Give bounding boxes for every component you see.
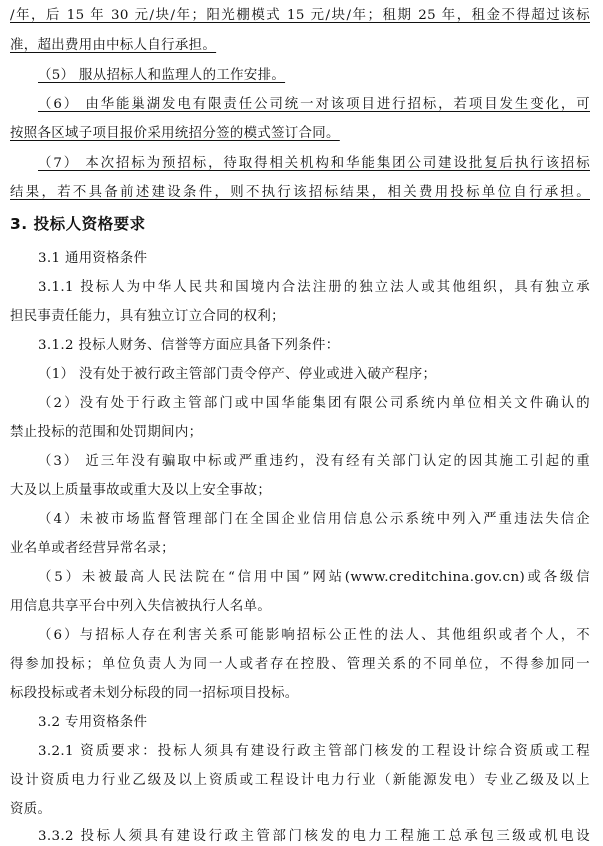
section-3-1-2: 3.1.2 投标人财务、信誉等方面应具备下列条件：	[38, 338, 340, 353]
section-3-2-1-line-2: 设计资质电力行业乙级及以上资质或工程设计电力行业（新能源发电）专业乙级及以上	[10, 773, 590, 788]
condition-6-line-3: 标段投标或者未划分标段的同一招标项目投标。	[10, 686, 299, 701]
condition-2-line-1: （2）没有处于行政主管部门或中国华能集团有限公司系统内单位相关文件确认的	[38, 396, 590, 411]
condition-1: （1） 没有处于被行政主管部门责令停产、停业或进入破产程序；	[38, 367, 437, 382]
condition-5-line-2: 用信息共享平台中列入失信被执行人名单。	[10, 599, 272, 614]
item-7-line-1: （7） 本次招标为预招标，待取得相关机构和华能集团公司建设批复后执行该招标	[38, 156, 590, 171]
section-3-1-1-line-1: 3.1.1 投标人为中华人民共和国境内合法注册的独立法人或其他组织，具有独立承	[38, 280, 590, 295]
rent-line-1: /年，后 15 年 30 元/块/年；阳光棚模式 15 元/块/年；租期 25 年，租金不得超过该标	[10, 8, 590, 23]
section-3-2-1-line-1: 3.2.1 资质要求：投标人须具有建设行政主管部门核发的工程设计综合资质或工程	[38, 744, 590, 759]
section-3-2-title: 3.2 专用资格条件	[38, 715, 148, 730]
item-7-line-2: 结果，若不具备前述建设条件，则不执行该招标结果，相关费用投标单位自行承担。	[10, 185, 590, 200]
item-5: （5） 服从招标人和监理人的工作安排。	[38, 68, 286, 83]
section-3-3-2-line-1: 3.3.2 投标人须具有建设行政主管部门核发的电力工程施工总承包三级或机电设	[38, 829, 590, 844]
item-6-line-1: （6） 由华能巢湖发电有限责任公司统一对该项目进行招标，若项目发生变化，可	[38, 97, 590, 112]
condition-3-line-2: 大及以上质量事故或重大及以上安全事故；	[10, 483, 272, 498]
condition-2-line-2: 禁止投标的范围和处罚期间内；	[10, 425, 203, 440]
condition-6-line-2: 得参加投标；单位负责人为同一人或者存在控股、管理关系的不同单位，不得参加同一	[10, 657, 590, 672]
rent-line-2: 准，超出费用由中标人自行承担。	[10, 38, 217, 53]
section-3-1-1-line-2: 担民事责任能力，具有独立订立合同的权利；	[10, 309, 285, 324]
item-6-line-2: 按照各区域子项目报价采用统招分签的模式签订合同。	[10, 126, 340, 141]
section-3-heading: 3. 投标人资格要求	[10, 215, 146, 233]
condition-5-line-1: （5）未被最高人民法院在“信用中国”网站(www.creditchina.gov.cn)或各级信	[38, 570, 590, 585]
section-3-2-1-line-3: 资质。	[10, 802, 52, 817]
condition-6-line-1: （6）与招标人存在利害关系可能影响招标公正性的法人、其他组织或者个人，不	[38, 628, 590, 643]
section-3-1-title: 3.1 通用资格条件	[38, 251, 148, 266]
condition-4-line-1: （4）未被市场监督管理部门在全国企业信用信息公示系统中列入严重违法失信企	[38, 512, 590, 527]
condition-3-line-1: （3） 近三年没有骗取中标或严重违约，没有经有关部门认定的因其施工引起的重	[38, 454, 590, 469]
condition-4-line-2: 业名单或者经营异常名录；	[10, 541, 175, 556]
